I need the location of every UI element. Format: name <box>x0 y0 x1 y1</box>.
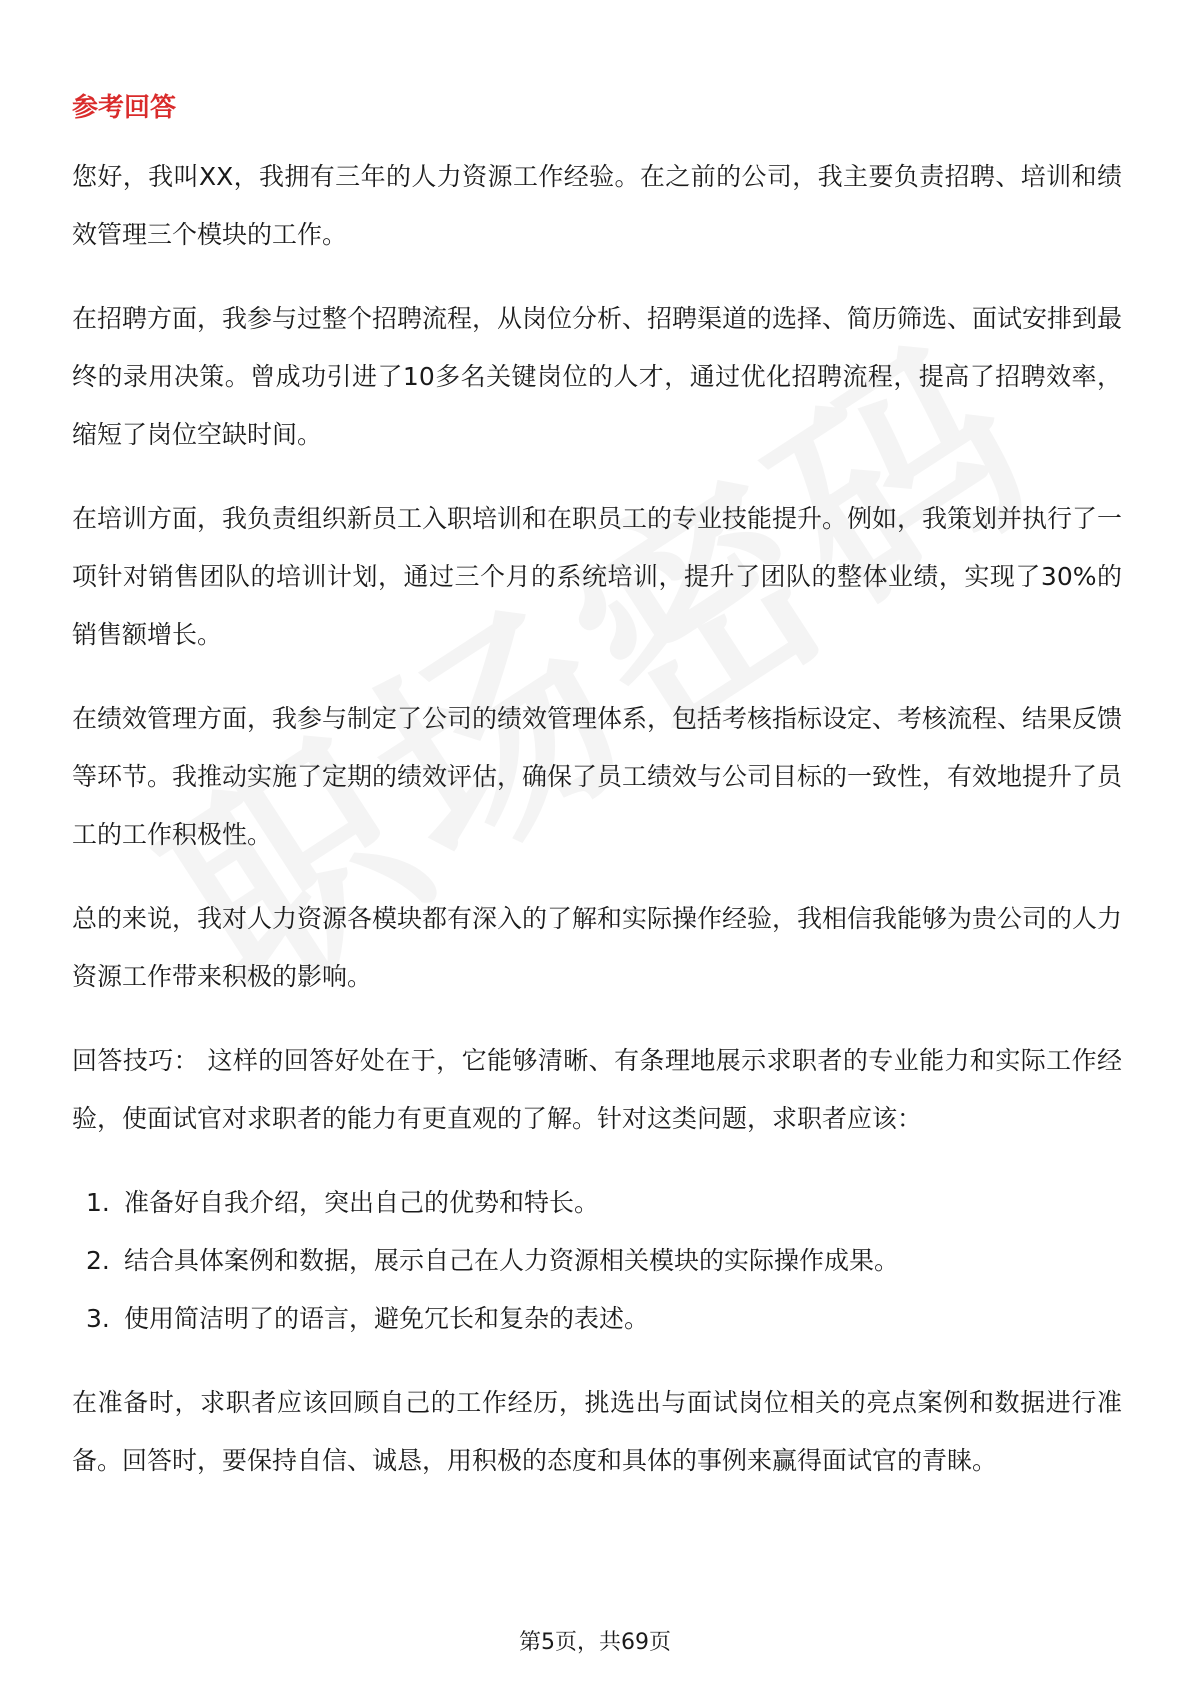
tips-list <box>72 1174 1122 1348</box>
document-body <box>72 88 1122 1516</box>
paragraph-performance: 在绩效管理方面，我参与制定了公司的绩效管理体系，包括考核指标设定、考核流程、结果反馈等环节。我推动实施了定期的绩效评估，确保了员工绩效与公司目标的一致性，有效地提升了员工的工作积极性。 <box>72 704 1123 849</box>
list-item-number: 2. <box>86 1246 110 1275</box>
list-item <box>72 1174 1122 1232</box>
list-item-text: 使用简洁明了的语言，避免冗长和复杂的表述。 <box>124 1304 650 1333</box>
section-title: 参考回答 <box>72 93 177 123</box>
list-item-number: 1. <box>86 1188 110 1217</box>
paragraph-recruiting: 在招聘方面，我参与过整个招聘流程，从岗位分析、招聘渠道的选择、简历筛选、面试安排到最终的录用决策。曾成功引进了10多名关键岗位的人才，通过优化招聘流程，提高了招聘效率，缩短了岗位空缺时间。 <box>72 304 1123 449</box>
paragraph-intro: 您好，我叫XX，我拥有三年的人力资源工作经验。在之前的公司，我主要负责招聘、培训和绩效管理三个模块的工作。 <box>72 162 1122 249</box>
list-item <box>72 1232 1122 1290</box>
paragraph-summary: 总的来说，我对人力资源各模块都有深入的了解和实际操作经验，我相信我能够为贵公司的人力资源工作带来积极的影响。 <box>72 904 1123 991</box>
list-item-number: 3. <box>86 1304 110 1333</box>
paragraph-tips: 回答技巧： 这样的回答好处在于，它能够清晰、有条理地展示求职者的专业能力和实际工作经验，使面试官对求职者的能力有更直观的了解。针对这类问题，求职者应该： <box>72 1046 1122 1133</box>
paragraph-training: 在培训方面，我负责组织新员工入职培训和在职员工的专业技能提升。例如，我策划并执行了一项针对销售团队的培训计划，通过三个月的系统培训，提升了团队的整体业绩，实现了30%的销售额增长。 <box>72 504 1123 649</box>
list-item <box>72 1290 1122 1348</box>
list-item-text: 准备好自我介绍，突出自己的优势和特长。 <box>124 1188 600 1217</box>
page-number: 第5页，共69页 <box>519 1630 671 1655</box>
paragraph-preparation: 在准备时，求职者应该回顾自己的工作经历，挑选出与面试岗位相关的亮点案例和数据进行准备。回答时，要保持自信、诚恳，用积极的态度和具体的事例来赢得面试官的青睐。 <box>72 1388 1122 1475</box>
list-item-text: 结合具体案例和数据，展示自己在人力资源相关模块的实际操作成果。 <box>124 1246 900 1275</box>
